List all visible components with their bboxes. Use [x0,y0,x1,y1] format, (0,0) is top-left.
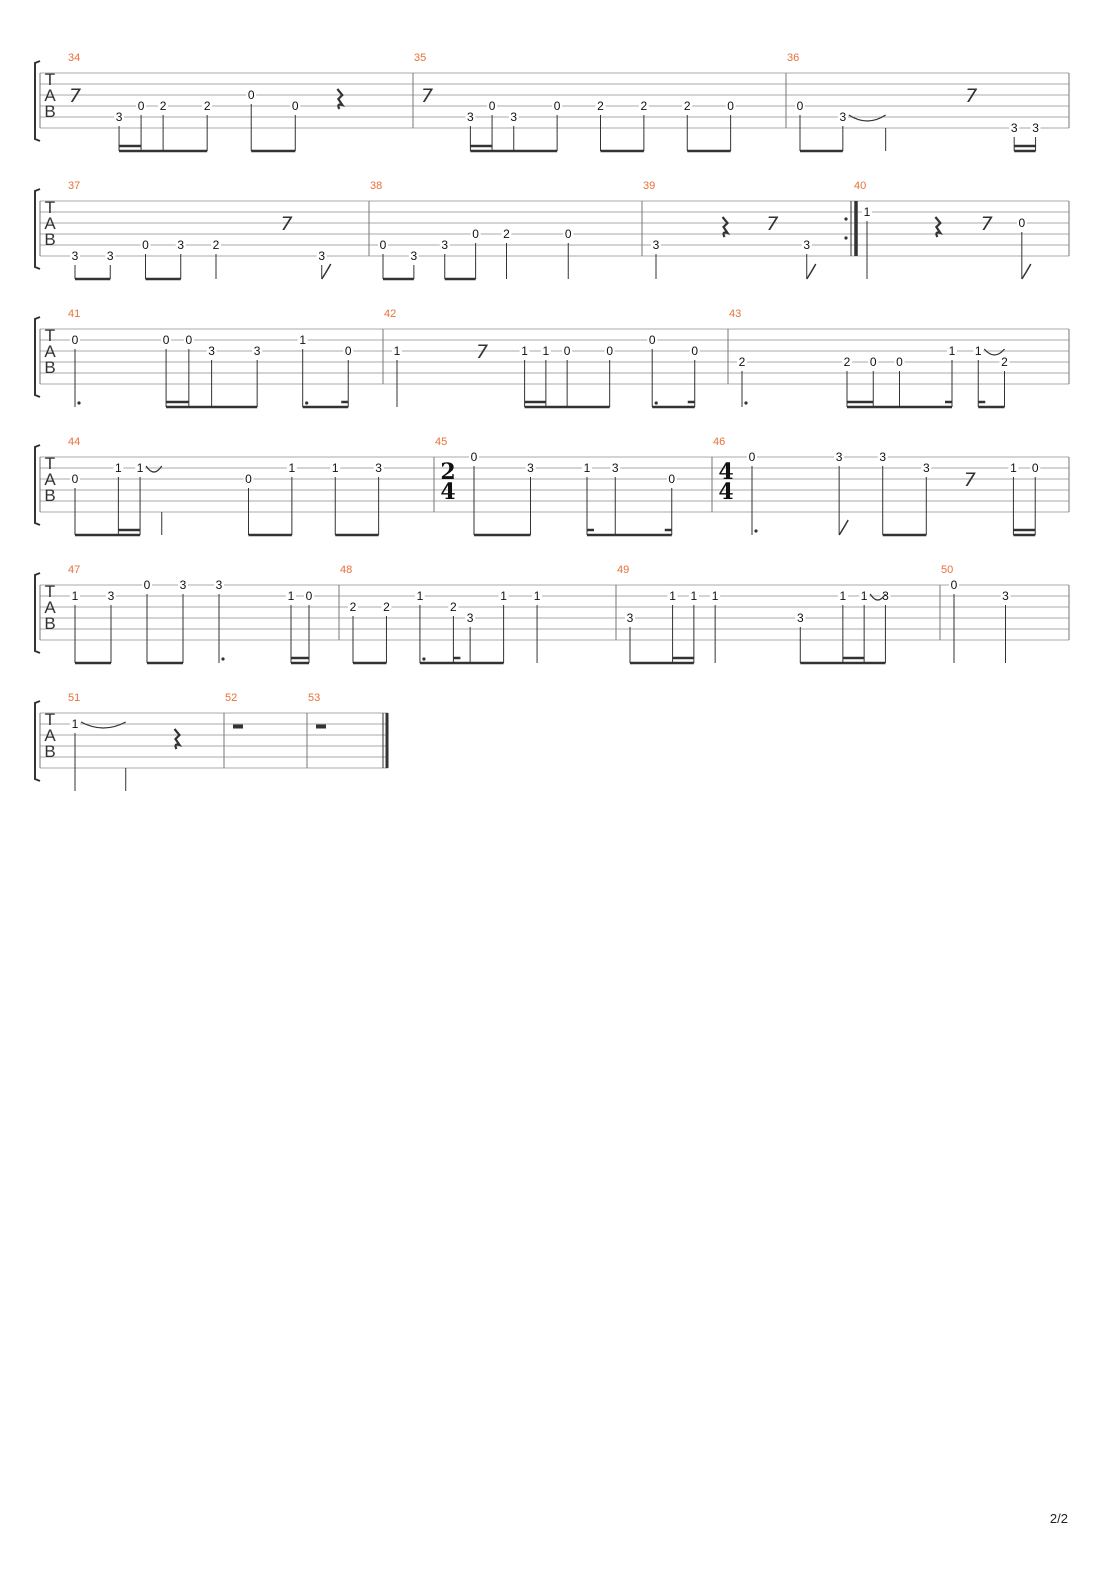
fret-number: 3 [107,589,115,603]
fret-number: 3 [410,249,418,263]
tab-clef-letter: B [44,102,56,121]
repeat-dot [844,236,847,239]
fret-number: 3 [652,238,660,252]
system-1 [35,52,1069,151]
measure-number: 46 [713,436,726,448]
fret-number: 3 [835,450,843,464]
fret-number: 0 [1031,461,1039,475]
fret-number: 3 [803,238,811,252]
fret-number: 0 [142,238,149,252]
fret-number: 0 [470,450,478,464]
fret-number: 0 [488,99,496,113]
fret-number: 0 [950,578,958,592]
fret-number: 1 [500,589,507,603]
fret-number: 0 [305,589,313,603]
tab-clef-letter: T [44,326,56,345]
eighth-flag [839,520,848,535]
measure-45 [435,436,712,535]
fret-number: 0 [668,472,676,486]
measure-46 [713,436,1069,535]
measure-39 [643,180,856,279]
measure-number: 50 [941,564,954,576]
measure-47 [40,564,339,663]
time-signature-digit: 4 [718,459,734,485]
measure-37 [40,180,369,279]
measure-number: 43 [729,308,742,320]
fret-number: 1 [860,589,868,603]
duration-dot [754,529,757,532]
fret-number: 1 [71,717,79,731]
measure-number: 52 [225,692,238,704]
system-bracket [35,445,40,525]
measure-number: 44 [68,436,81,448]
fret-number: 1 [542,344,550,358]
fret-number: 0 [344,344,352,358]
fret-number: 0 [71,472,79,486]
half-rest [316,725,326,729]
fret-number: 3 [796,611,804,625]
tab-clef-letter: B [44,742,56,761]
fret-number: 1 [416,589,424,603]
fret-number: 0 [185,333,193,347]
half-rest [233,725,243,729]
fret-number: 2 [1001,355,1008,369]
fret-number: 0 [162,333,170,347]
measure-number: 47 [68,564,81,576]
tab-clef-letter: T [44,454,56,473]
fret-number: 3 [375,461,382,475]
fret-number: 3 [208,344,215,358]
measure-number: 42 [384,308,397,320]
fret-number: 0 [563,344,571,358]
fret-number: 1 [839,589,847,603]
fret-number: 2 [349,600,357,614]
eighth-flag [1022,264,1031,279]
fret-number: 1 [115,461,122,475]
fret-number: 2 [383,600,390,614]
fret-number: 3 [441,238,449,252]
fret-number: 1 [136,461,144,475]
measure-35 [414,52,786,151]
fret-number: 1 [393,344,401,358]
fret-number: 3 [527,461,534,475]
time-signature-digit: 2 [440,459,456,485]
fret-number: 3 [1032,121,1039,135]
fret-number: 0 [869,355,877,369]
duration-dot [744,401,747,404]
fret-number: 0 [247,88,255,102]
fret-number: 0 [553,99,561,113]
fret-number: 3 [611,461,619,475]
measure-50 [941,564,1069,663]
fret-number: 2 [450,600,457,614]
fret-number: 3 [177,238,185,252]
tie-arc [849,115,886,121]
system-bracket [35,317,40,397]
fret-number: 1 [974,344,982,358]
fret-number: 3 [466,611,474,625]
system-bracket [35,189,40,269]
fret-number: 0 [379,238,387,252]
fret-number: 3 [1010,121,1018,135]
duration-dot [305,401,308,404]
tab-clef-letter: A [44,214,56,233]
fret-number: 2 [203,99,211,113]
fret-number: 3 [839,110,847,124]
eighth-flag [322,264,331,279]
fret-number: 1 [863,205,871,219]
fret-number: 3 [71,249,79,263]
measure-number: 36 [787,52,800,64]
tab-clef-letter: B [44,230,56,249]
fret-number: 1 [331,461,339,475]
fret-number: 0 [606,344,614,358]
duration-dot [221,657,224,660]
fret-number: 1 [71,589,79,603]
fret-number: 3 [318,249,326,263]
system-3 [35,308,1069,407]
eighth-rest: 7 [980,213,993,235]
fret-number: 3 [1002,589,1009,603]
measure-number: 48 [340,564,353,576]
measure-number: 37 [68,180,81,192]
fret-number: 3 [626,611,634,625]
fret-number: 2 [683,99,691,113]
measure-43 [729,308,1069,407]
fret-number: 2 [640,99,648,113]
fret-number: 3 [106,249,114,263]
system-5 [35,564,1069,663]
measure-number: 34 [68,52,81,64]
measure-36 [787,52,1069,151]
fret-number: 3 [179,578,187,592]
tab-clef-letter: A [44,86,56,105]
tab-clef-letter: B [44,358,56,377]
tab-clef-letter: T [44,710,56,729]
system-bracket [35,573,40,653]
repeat-dot [844,217,847,220]
tab-clef-letter: A [44,598,56,617]
eighth-rest: 7 [280,213,293,235]
measure-38 [370,180,642,279]
eighth-rest: 7 [420,85,434,107]
tab-clef-letter: A [44,726,56,745]
fret-number: 2 [159,99,167,113]
measure-number: 40 [854,180,867,192]
measure-number: 41 [68,308,81,320]
tie-arc [146,466,162,472]
tab-clef-letter: T [44,70,56,89]
tab-clef-letter: T [44,582,56,601]
fret-number: 3 [215,578,223,592]
fret-number: 0 [691,344,699,358]
fret-number: 0 [245,472,252,486]
fret-number: 0 [291,99,299,113]
eighth-rest: 7 [68,85,82,107]
fret-number: 1 [948,344,956,358]
eighth-rest: 7 [963,469,976,491]
fret-number: 3 [879,450,887,464]
duration-dot [422,657,425,660]
measure-number: 53 [308,692,321,704]
fret-number: 1 [287,589,295,603]
measure-51 [40,692,224,791]
tie-arc [81,722,126,728]
eighth-rest: 7 [476,341,489,363]
duration-dot [655,401,658,404]
measure-40 [854,180,1069,279]
eighth-flag [807,264,816,279]
measure-number: 39 [643,180,656,192]
tab-clef-letter: T [44,198,56,217]
fret-number: 1 [583,461,591,475]
tab-clef-letter: A [44,470,56,489]
measure-44 [40,436,434,535]
system-2 [35,180,1069,279]
fret-number: 3 [467,110,474,124]
fret-number: 3 [922,461,930,475]
fret-number: 2 [843,355,851,369]
fret-number: 0 [137,99,145,113]
fret-number: 0 [727,99,734,113]
page-number: 2/2 [1049,1511,1068,1526]
fret-number: 0 [71,333,79,347]
fret-number: 3 [115,110,123,124]
time-signature-digit: 4 [718,479,734,505]
measure-42 [384,308,728,407]
fret-number: 0 [748,450,756,464]
fret-number: 2 [738,355,746,369]
tab-clef-letter: B [44,614,56,633]
fret-number: 0 [896,355,903,369]
measure-48 [340,564,616,663]
fret-number: 2 [597,99,604,113]
fret-number: 1 [533,589,541,603]
time-signature-digit: 4 [440,479,456,505]
fret-number: 1 [711,589,719,603]
fret-number: 1 [669,589,676,603]
system-bracket [35,701,40,781]
system-bracket [35,61,40,141]
measure-number: 35 [414,52,427,64]
system-6 [35,692,388,791]
measure-number: 45 [435,436,448,448]
fret-number: 1 [521,344,528,358]
fret-number: 2 [212,238,220,252]
system-4 [35,436,1069,535]
fret-number: 1 [690,589,698,603]
fret-number: 2 [503,227,510,241]
fret-number: 1 [299,333,307,347]
fret-number: 0 [564,227,572,241]
fret-number: 0 [143,578,151,592]
fret-number: 0 [648,333,656,347]
measure-41 [40,308,383,407]
fret-number: 3 [510,110,518,124]
eighth-rest: 7 [766,213,779,235]
eighth-rest: 7 [965,85,978,107]
fret-number: 0 [472,227,479,241]
measure-number: 49 [617,564,630,576]
fret-number: 3 [253,344,261,358]
fret-number: 0 [1018,216,1026,230]
measure-number: 38 [370,180,383,192]
fret-number: 3 [882,589,889,603]
fret-number: 1 [1010,461,1017,475]
measure-49 [617,564,940,663]
fret-number: 0 [796,99,804,113]
tab-clef-letter: A [44,342,56,361]
measure-34 [40,52,413,151]
fret-number: 1 [288,461,296,475]
measure-number: 51 [68,692,81,704]
duration-dot [77,401,80,404]
tab-clef-letter: B [44,486,56,505]
